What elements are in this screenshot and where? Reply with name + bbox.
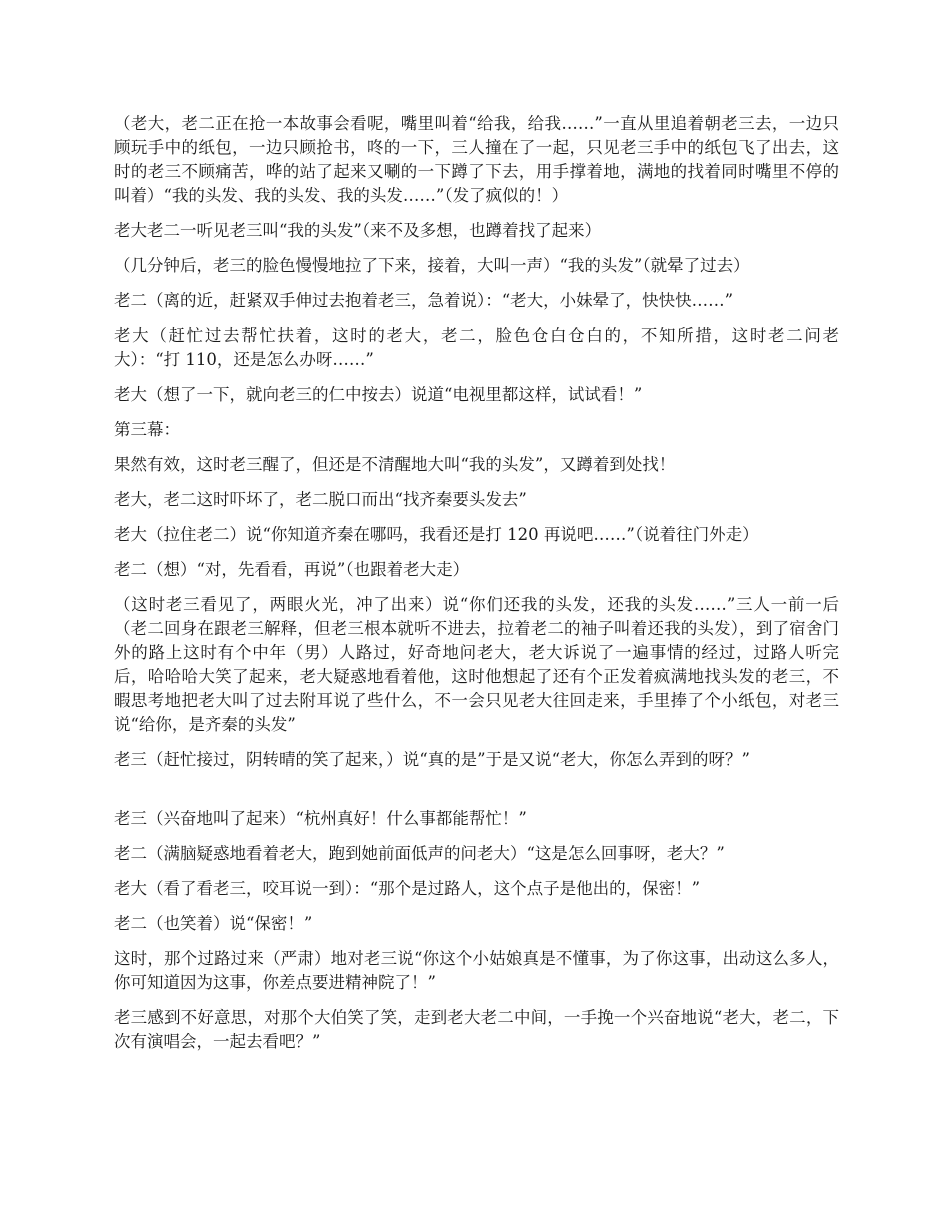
paragraph: 老二（也笑着）说“保密！” (114, 914, 313, 933)
paragraph: 这时，那个过路过来（严肃）地对老三说“你这个小姑娘真是不懂事，为了你这事，出动这么多人，你可知道因为这事，你差点要进精神院了！” (114, 949, 839, 992)
paragraph: 老大（想了一下，就向老三的仁中按去）说道“电视里都这样，试试看！” (114, 385, 643, 404)
paragraph: （几分钟后，老三的脸色慢慢地拉了下来，接着，大叫一声）“我的头发”（就晕了过去） (114, 256, 750, 275)
paragraph: 老大，老二这时吓坏了，老二脱口而出“找齐秦要头发去” (114, 490, 527, 509)
paragraph: 老三（赶忙接过，阴转晴的笑了起来，）说“真的是”于是又说“老大，你怎么弄到的呀？” (114, 750, 750, 769)
paragraph: 老二（想）“对，先看看，再说”（也跟着老大走） (114, 560, 470, 579)
paragraph: 老大（看了看老三，咬耳说一到）：“那个是过路人，这个点子是他出的，保密！” (114, 879, 701, 898)
document-page (114, 112, 839, 1065)
paragraph: 老大（赶忙过去帮忙扶着，这时的老大，老二，脸色仓白仓白的，不知所措，这时老二问老大）：“打 110，还是怎么办呀……” (114, 326, 839, 369)
paragraph: 老三感到不好意思，对那个大伯笑了笑，走到老大老二中间，一手挽一个兴奋地说“老大，老二，下次有演唱会，一起去看吧？” (114, 1008, 839, 1051)
paragraph: （老大，老二正在抢一本故事会看呢，嘴里叫着“给我，给我……”一直从里追着朝老三去，一边只顾玩手中的纸包，一边只顾抢书，咚的一下，三人撞在了一起，只见老三手中的纸包飞了出去，这时的老三不顾痛苦，哗的站了起来又唰的一下蹲了下去，用手撑着地，满地的找着同时嘴里不停的叫着）“我的头发、我的头发、我的头发……”（发了疯似的！） (114, 114, 839, 205)
paragraph: （这时老三看见了，两眼火光，冲了出来）说“你们还我的头发，还我的头发……”三人一前一后（老二回身在跟老三解释，但老三根本就听不进去，拉着老二的袖子叫着还我的头发），到了宿舍门外的路上这时有个中年（男）人路过，好奇地问老大，老大诉说了一遍事情的经过，过路人听完后，哈哈哈大笑了起来，老大疑惑地看着他，这时他想起了还有个正发着疯满地找头发的老三，不暇思考地把老大叫了过去附耳说了些什么，不一会只见老大往回走来，手里捧了个小纸包，对老三说“给你，是齐秦的头发” (114, 595, 839, 734)
paragraph: 老大老二一听见老三叫“我的头发”（来不及多想，也蹲着找了起来） (114, 221, 602, 240)
section-gap (114, 783, 839, 807)
paragraph: 老三（兴奋地叫了起来）“杭州真好！什么事都能帮忙！” (114, 809, 527, 828)
paragraph: 老二（离的近，赶紧双手伸过去抱着老三，急着说）：“老大，小妹晕了，快快快……” (114, 291, 734, 310)
scene-heading: 第三幕： (114, 420, 180, 439)
paragraph: 果然有效，这时老三醒了，但还是不清醒地大叫“我的头发”，又蹲着到处找！ (114, 455, 676, 474)
paragraph: 老大（拉住老二）说“你知道齐秦在哪吗，我看还是打 120 再说吧……”（说着往门外走） (114, 525, 759, 544)
paragraph: 老二（满脑疑惑地看着老大，跑到她前面低声的问老大）“这是怎么回事呀，老大？” (114, 844, 725, 863)
